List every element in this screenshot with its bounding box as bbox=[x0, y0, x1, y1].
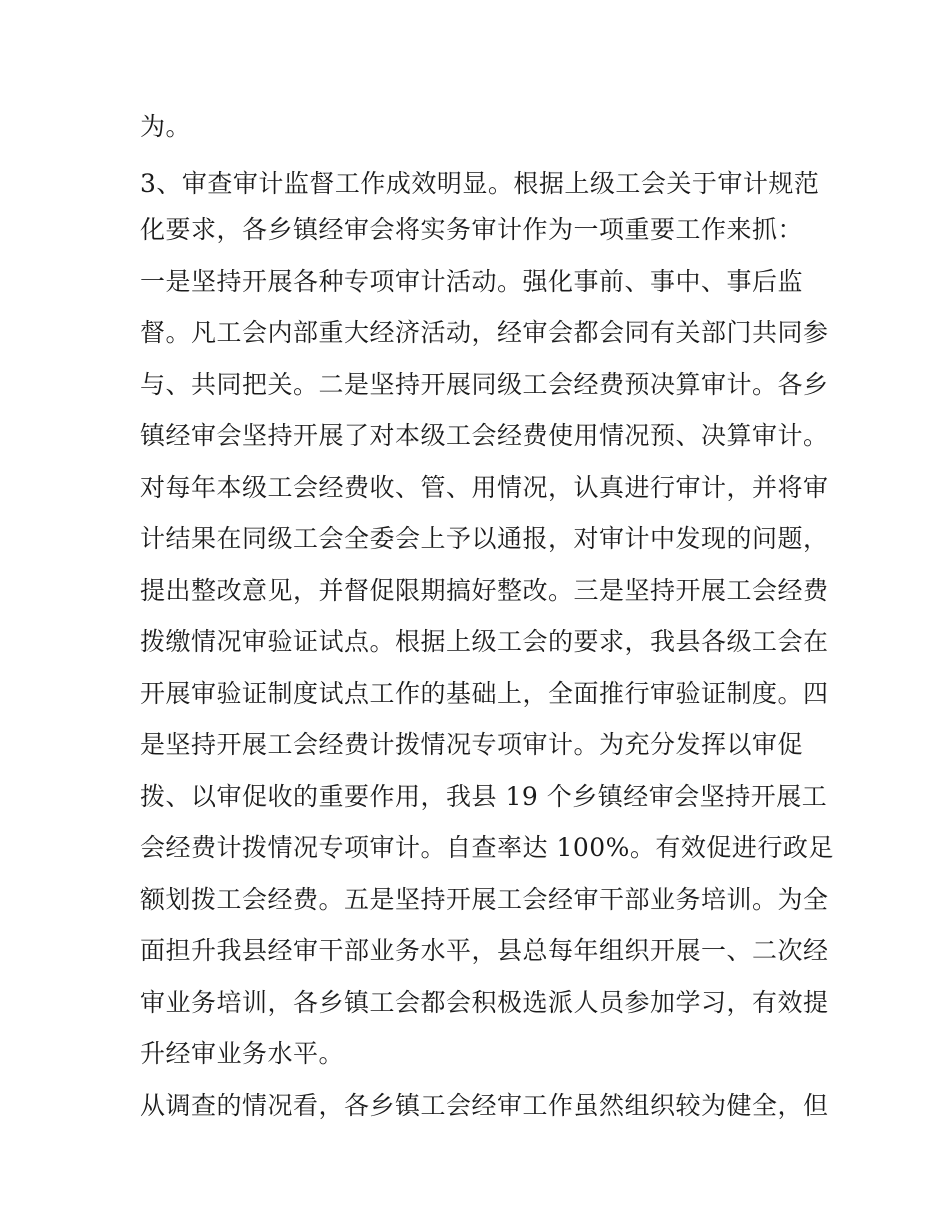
text-line: 镇经审会坚持开展了对本级工会经费使用情况预、决算审计。 bbox=[140, 421, 829, 450]
text-line: 计结果在同级工会全委会上予以通报，对审计中发现的问题， bbox=[140, 524, 829, 553]
text-line: 一是坚持开展各种专项审计活动。强化事前、事中、事后监 bbox=[140, 267, 804, 296]
text-line: 与、共同把关。二是坚持开展同级工会经费预决算审计。各乡 bbox=[140, 370, 829, 399]
text-line: 提出整改意见，并督促限期搞好整改。三是坚持开展工会经费 bbox=[140, 576, 829, 605]
text-line: 面担升我县经审干部业务水平，县总每年组织开展一、二次经 bbox=[140, 936, 829, 965]
text-line: 是坚持开展工会经费计拨情况专项审计。为充分发挥以审促 bbox=[140, 730, 804, 759]
text-line: 从调查的情况看，各乡镇工会经审工作虽然组织较为健全，但 bbox=[140, 1091, 829, 1120]
text-line: 对每年本级工会经费收、管、用情况，认真进行审计，并将审 bbox=[140, 473, 829, 502]
text-line: 升经审业务水平。 bbox=[140, 1039, 345, 1068]
text-line: 督。凡工会内部重大经济活动，经审会都会同有关部门共同参 bbox=[140, 318, 829, 347]
text-line: 审业务培训，各乡镇工会都会积极选派人员参加学习，有效提 bbox=[140, 988, 829, 1017]
text-line: 拨缴情况审验证试点。根据上级工会的要求，我县各级工会在 bbox=[140, 627, 829, 656]
text-line: 3、审查审计监督工作成效明显。根据上级工会关于审计规范 bbox=[140, 169, 820, 198]
text-line: 化要求，各乡镇经审会将实务审计作为一项重要工作来抓： bbox=[140, 215, 804, 244]
text-line: 开展审验证制度试点工作的基础上，全面推行审验证制度。四 bbox=[140, 679, 829, 708]
text-line: 为。 bbox=[140, 112, 192, 141]
text-line: 额划拨工会经费。五是坚持开展工会经审干部业务培训。为全 bbox=[140, 885, 829, 914]
text-line: 会经费计拨情况专项审计。自查率达 100%。有效促进行政足 bbox=[140, 833, 834, 862]
text-line: 拨、以审促收的重要作用，我县 19 个乡镇经审会坚持开展工 bbox=[140, 782, 828, 811]
